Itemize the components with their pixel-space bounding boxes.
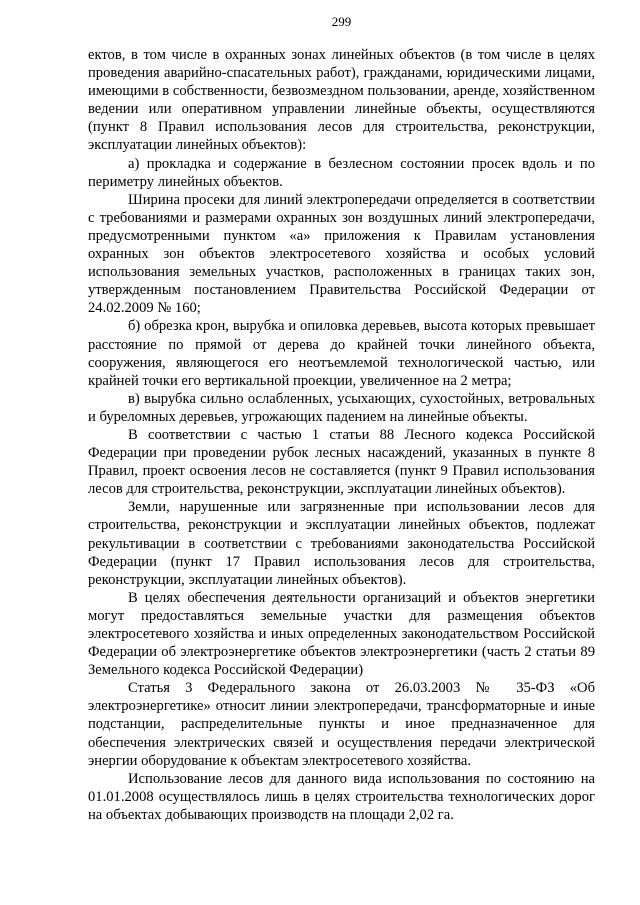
paragraph-continued: ектов, в том числе в охранных зонах линейных объектов (в том числе в целях проведения аварийно-спасательных работ), гражданами, юридическими лицами, имеющими в собственности, безвозмездном пользовании, аренде, хозяйственном ведении или оперативном управлении линейные объекты, осуществляются (пункт 8 Правил использования лесов для строительства, реконструкции, эксплуатации линейных объектов): xyxy=(88,47,595,154)
page-number: 299 xyxy=(331,14,352,29)
paragraph-item-a: а) прокладка и содержание в безлесном состоянии просек вдоль и по периметру линейных объектов. xyxy=(88,155,595,190)
document-page xyxy=(88,14,595,824)
paragraph-energy-land: В целях обеспечения деятельности организаций и объектов энергетики могут предоставляться земельные участки для размещения объектов электросетевого хозяйства и иных определенных законодательством Российской Федерации об электроэнергетике объектов электроэнергетики (часть 2 статьи 89 Земельного кодекса Российской Федерации) xyxy=(88,589,595,679)
paragraph-federal-law: Статья 3 Федерального закона от 26.03.2003 № 35-ФЗ «Об электроэнергетике» относит линии электропередачи, трансформаторные и иные подстанции, распределительные пункты и иное предназначенное для обеспечения электрических связей и осуществления передачи электрической энергии оборудование к объектам электросетевого хозяйства. xyxy=(88,680,595,769)
paragraph-land-recultivation: Земли, нарушенные или загрязненные при использовании лесов для строительства, реконструкции и эксплуатации линейных объектов, подлежат рекультивации в соответствии с требованиями законодательства Российской Федерации (пункт 17 Правил использования лесов для строительства, реконструкции, эксплуатации линейных объектов). xyxy=(88,499,595,588)
paragraph-forest-code: В соответствии с частью 1 статьи 88 Лесного кодекса Российской Федерации при проведении рубок лесных насаждений, указанных в пункте 8 Правил, проект освоения лесов не составляется (пункт 9 Правил использования лесов для строительства, реконструкции, эксплуатации линейных объектов). xyxy=(88,426,595,498)
paragraph-item-b: б) обрезка крон, вырубка и опиловка деревьев, высота которых превышает расстояние по прямой от дерева до крайней точки линейного объекта, сооружения, являющегося его неотъемлемой технологической частью, или крайней точки его вертикальной проекции, увеличенное на 2 метра; xyxy=(88,318,595,389)
paragraph-item-v: в) вырубка сильно ослабленных, усыхающих, сухостойных, ветровальных и буреломных деревьев, угрожающих падением на линейные объекты. xyxy=(88,390,595,425)
paragraph-clearing-width: Ширина просеки для линий электропередачи определяется в соответствии с требованиями и размерами охранных зон воздушных линий электропередачи, предусмотренными пунктом «а» приложения к Правилам установления охранных зон объектов электросетевого хозяйства и особых условий использования земельных участков, расположенных в границах таких зон, утвержденным постановлением Правительства Российской Федерации от 24.02.2009 № 160; xyxy=(88,191,595,317)
paragraph-usage-status: Использование лесов для данного вида использования по состоянию на 01.01.2008 осуществлялось лишь в целях строительства технологических дорог на объектах добывающих производств на площади 2,02 га. xyxy=(88,770,595,823)
